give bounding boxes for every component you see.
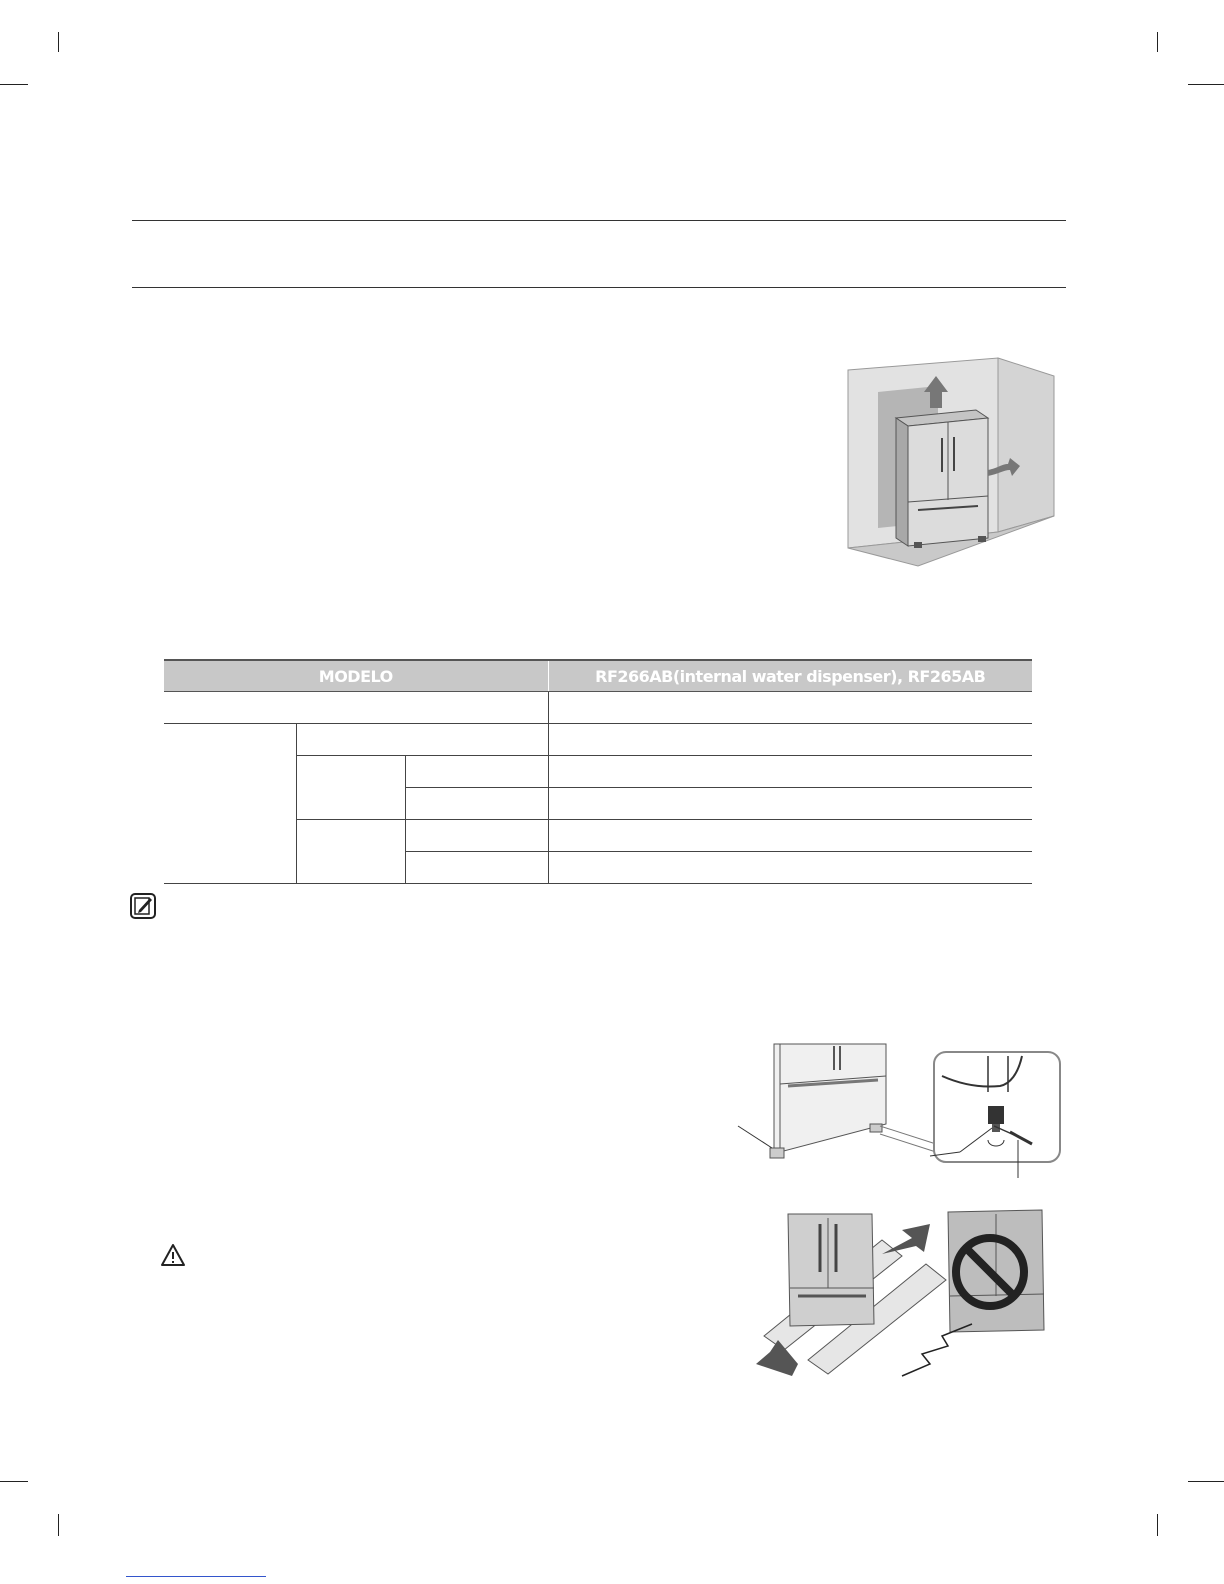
warning-icon <box>160 1243 186 1267</box>
table-cell <box>548 788 1032 820</box>
crop-mark-bottom-right-v <box>1157 1514 1158 1536</box>
table-cell <box>548 852 1032 884</box>
table-cell <box>548 724 1032 756</box>
table-cell <box>296 724 548 756</box>
table-cell <box>405 788 548 820</box>
crop-mark-top-right-h <box>1188 84 1224 85</box>
model-spec-table <box>164 659 1032 884</box>
note-icon <box>130 893 156 919</box>
model-label-header: MODELO <box>164 660 548 692</box>
crop-mark-top-left-v <box>58 32 59 52</box>
crop-mark-bottom-left-h <box>0 1481 28 1482</box>
leveling-foot-illustration <box>730 1040 1070 1180</box>
footer-link-underline <box>126 1576 266 1577</box>
table-cell <box>405 756 548 788</box>
table-cell <box>405 820 548 852</box>
crop-mark-bottom-left-v <box>58 1514 59 1536</box>
table-group-cell <box>164 724 296 884</box>
fridge-clearance-illustration <box>838 352 1058 574</box>
table-row <box>164 692 1032 724</box>
table-subgroup-cell <box>296 756 405 820</box>
model-value-header: RF266AB(internal water dispenser), RF265AB <box>548 660 1032 692</box>
crop-mark-bottom-right-h <box>1188 1481 1224 1482</box>
crop-mark-top-left-h <box>0 84 28 85</box>
table-header-row <box>164 660 1032 692</box>
moving-fridge-illustration <box>752 1200 1062 1380</box>
table-cell <box>548 756 1032 788</box>
table-cell <box>164 692 548 724</box>
table-cell <box>548 692 1032 724</box>
header-rule-bottom <box>132 287 1066 288</box>
table-row <box>164 724 1032 756</box>
table-cell <box>548 820 1032 852</box>
table-cell <box>405 852 548 884</box>
header-rule-top <box>132 220 1066 221</box>
crop-mark-top-right-v <box>1157 32 1158 52</box>
table-subgroup-cell <box>296 820 405 884</box>
